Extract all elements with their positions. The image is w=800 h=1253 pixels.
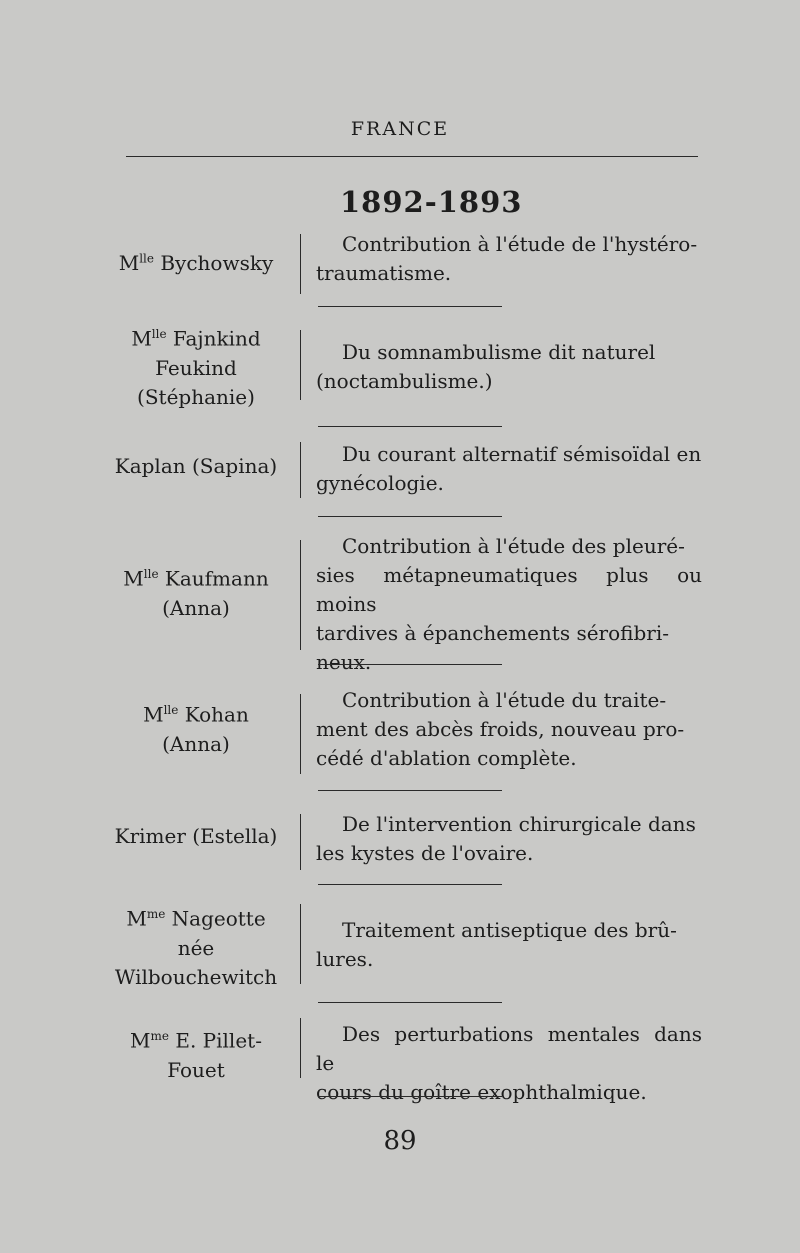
entry-rule [318,306,502,307]
entry-bracket [300,904,301,984]
author-line: $M^{me}$ E. Pillet- [130,1028,262,1053]
author-line: $M^{lle}$ Kohan [143,702,249,727]
entry-bracket [300,442,301,498]
author-line: $M^{lle}$ Bychowsky [118,250,274,275]
author-line: (Stéphanie) [137,384,255,409]
title-line: lures. [316,947,374,971]
title-line: cours du goître exophthalmique. [316,1080,647,1104]
author-line: $M^{lle}$ Fajnkind [131,326,261,351]
title-line: cédé d'ablation complète. [316,746,577,770]
entry-rule [318,1096,502,1097]
entry-title [316,440,702,498]
running-header: FRANCE [350,118,450,140]
author-line: $M^{lle}$ Kaufmann [123,566,269,591]
entry-author [100,244,292,278]
title-line: sies métapneumatiques plus ou moins [316,563,702,616]
author-line: (Anna) [162,595,230,620]
title-line: gynécologie. [316,471,444,495]
author-line: Fouet [167,1057,225,1082]
title-line: Du somnambulisme dit naturel [342,340,656,364]
title-line: Contribution à l'étude des pleuré- [342,534,685,558]
entry-title [316,916,702,974]
title-line: neux. [316,650,372,674]
entry-title [316,532,702,677]
author-line: Wilbouchewitch [114,964,278,989]
entry-rule [318,664,502,665]
entry-author [100,900,292,992]
entry-bracket [300,694,301,774]
entry-bracket [300,330,301,400]
title-line: ment des abcès froids, nouveau pro- [316,717,685,741]
entry-bracket [300,234,301,294]
title-line: De l'intervention chirurgicale dans [342,812,696,836]
author-line: Kaplan (Sapina) [114,454,278,478]
entry-rule [318,790,502,791]
title-line: (noctambulisme.) [316,369,493,393]
author-line: $M^{me}$ Nageotte [126,906,266,931]
title-line: Contribution à l'étude du traite- [342,688,667,712]
entry-title [316,338,702,396]
entry-author [100,320,292,412]
entry-bracket [300,814,301,870]
entry-rule [318,884,502,885]
entry-title [316,1020,702,1107]
entry-author [100,822,292,851]
header-rule [126,156,698,157]
title-line: tardives à épanchements sérofibri- [316,621,670,645]
title-line: Traitement antiseptique des brû- [342,918,677,942]
year-heading: 1892-1893 [340,185,523,219]
page-number: 89 [383,1126,417,1156]
entry-bracket [300,1018,301,1078]
entry-rule [318,1002,502,1003]
entry-author [100,560,292,623]
entry-bracket [300,540,301,650]
author-line: Feukind [155,355,237,380]
author-line: Krimer (Estella) [114,824,278,848]
title-line: les kystes de l'ovaire. [316,841,534,865]
author-line: (Anna) [162,731,230,756]
entry-title [316,810,702,868]
title-line: Du courant alternatif sémisoïdal en [342,442,702,466]
entry-author [100,696,292,759]
title-line: Contribution à l'étude de l'hystéro- [342,232,698,256]
entry-author [100,452,292,481]
entry-author [100,1022,292,1085]
title-line: Des perturbations mentales dans le [316,1022,702,1075]
entry-title [316,230,702,288]
author-line: née [177,935,215,960]
entry-rule [318,426,502,427]
entry-title [316,686,702,773]
title-line: traumatisme. [316,261,452,285]
entry-rule [318,516,502,517]
